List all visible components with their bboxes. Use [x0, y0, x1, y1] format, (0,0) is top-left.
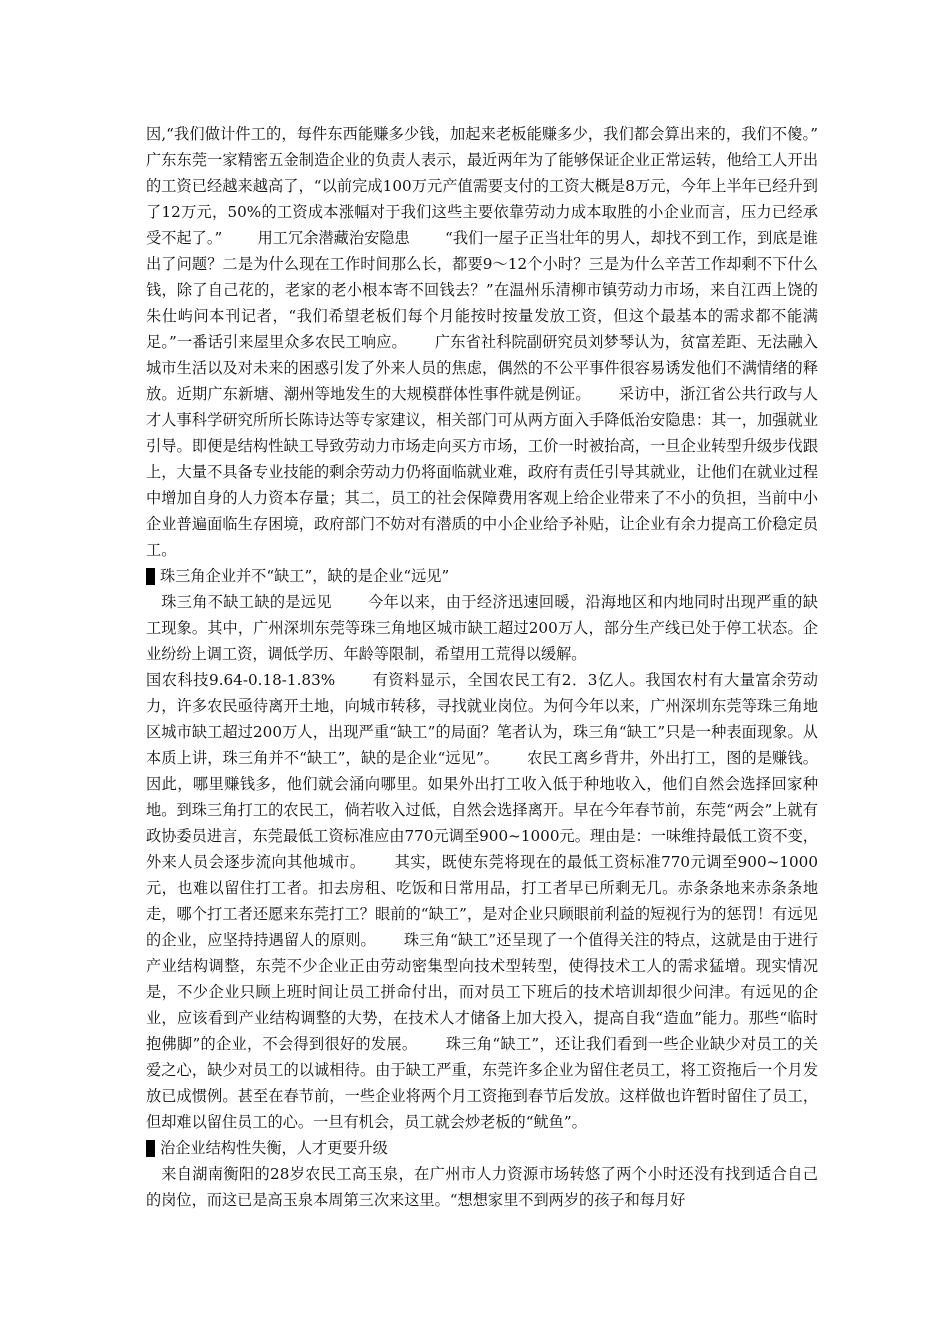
heading-bullet-bar [146, 1140, 155, 1157]
paragraph-migrant-worker-story: 来自湖南衡阳的28岁农民工高玉泉，在广州市人力资源市场转悠了两个小时还没有找到适合自己的岗位，而这已是高玉泉本周第三次来这里。“想想家里不到两岁的孩子和每月好 [146, 1165, 818, 1209]
paragraph-labor-shortage: 珠三角不缺工缺的是远见 今年以来，由于经济迅速回暖，沿海地区和内地同时出现严重的缺工现象。其中，广州深圳东莞等珠三角地区城市缺工超过200万人，部分生产线已处于停工状态。企业纷纷上调工资，调低学历、年龄等限制，希望用工荒得以缓解。 [146, 593, 818, 663]
section-heading-foresight [146, 563, 818, 589]
paragraph-foresight-argument: 国农科技9.64-0.18-1.83% 有资料显示，全国农民工有2．3亿人。我国农村有大量富余劳动力，许多农民亟待离开土地，向城市转移，寻找就业岗位。为何今年以来，广州深圳东莞等珠三角地区城市缺工超过200万人，出现严重“缺工”的局面？笔者认为，珠三角“缺工”只是一种表面现象。从本质上讲，珠三角并不“缺工”，缺的是企业“远见”。 农民工离乡背井，外出打工，图的是赚钱。因此，哪里赚钱多，他们就会涌向哪里。如果外出打工收入低于种地收入，他们自然会选择回家种地。到珠三角打工的农民工，倘若收入过低，自然会选择离开。早在今年春节前，东莞“两会”上就有政协委员进言，东莞最低工资标准应由770元调至900~1000元。理由是：一味维持最低工资不变，外来人员会逐步流向其他城市。 其实，既使东莞将现在的最低工资标准770元调至900~1000元，也难以留住打工者。扣去房租、吃饭和日常用品，打工者早已所剩无几。赤条条地来赤条条地走，哪个打工者还愿来东莞打工？眼前的“缺工”，是对企业只顾眼前利益的短视行为的惩罚！有远见的企业，应坚持持遇留人的原则。 珠三角“缺工”还呈现了一个值得关注的特点，这就是由于进行产业结构调整，东莞不少企业正由劳动密集型向技术型转型，使得技术工人的需求猛增。现实情况是，不少企业只顾上班时间让员工拼命付出，而对员工下班后的技术培训却很少问津。有远见的企业，应该看到产业结构调整的大势，在技术人才储备上加大投入，提高自我“造血”能力。那些“临时抱佛脚”的企业，不会得到很好的发展。 珠三角“缺工”，还让我们看到一些企业缺少对员工的关爱之心，缺少对员工的以诚相待。由于缺工严重，东莞许多企业为留住老员工，将工资拖后一个月发放已成惯例。甚至在春节前，一些企业将两个月工资拖到春节后发放。这样做也许暂时留住了员工，但却难以留住员工的心。一旦有机会，员工就会炒老板的“鱿鱼”。 [146, 671, 818, 1131]
section-heading-upgrade [146, 1135, 818, 1161]
heading-bullet-bar [146, 568, 155, 585]
section-heading-text: 治企业结构性失衡，人才更要升级 [160, 1139, 388, 1157]
document-page [146, 121, 854, 1213]
paragraph-wage-costs-and-security: 因,“我们做计件工的，每件东西能赚多少钱，加起来老板能赚多少，我们都会算出来的，我们不傻。” 广东东莞一家精密五金制造企业的负责人表示，最近两年为了能够保证企业正常运转，他给工人开出的工资已经越来越高了，“以前完成100万元产值需要支付的工资大概是8万元，今年上半年已经升到了12万元，50%的工资成本涨幅对于我们这些主要依靠劳动力成本取胜的小企业而言，压力已经承受不起了。” 用工冗余潜藏治安隐患 “我们一屋子正当壮年的男人，却找不到工作，到底是谁出了问题？二是为什么现在工作时间那么长，都要9～12个小时？三是为什么辛苦工作却剩不下什么钱，除了自己花的，老家的老小根本寄不回钱去？”在温州乐清柳市镇劳动力市场，来自江西上饶的朱仕屿问本刊记者，“我们希望老板们每个月能按时按量发放工资，但这个最基本的需求都不能满足。”一番话引来屋里众多农民工响应。 广东省社科院副研究员刘梦琴认为，贫富差距、无法融入城市生活以及对未来的困惑引发了外来人员的焦虑，偶然的不公平事件很容易诱发他们不满情绪的释放。近期广东新塘、潮州等地发生的大规模群体性事件就是例证。 采访中，浙江省公共行政与人才人事科学研究所所长陈诗达等专家建议，相关部门可从两方面入手降低治安隐患：其一，加强就业引导。即便是结构性缺工导致劳动力市场走向买方市场，工价一时被抬高，一旦企业转型升级步伐跟上，大量不具备专业技能的剩余劳动力仍将面临就业难，政府有责任引导其就业，让他们在就业过程中增加自身的人力资本存量；其二，员工的社会保障费用客观上给企业带来了不小的负担，当前中小企业普遍面临生存困境，政府部门不妨对有潜质的中小企业给予补贴，让企业有余力提高工价稳定员工。 [146, 125, 854, 559]
section-heading-text: 珠三角企业并不“缺工”，缺的是企业“远见” [160, 567, 450, 585]
